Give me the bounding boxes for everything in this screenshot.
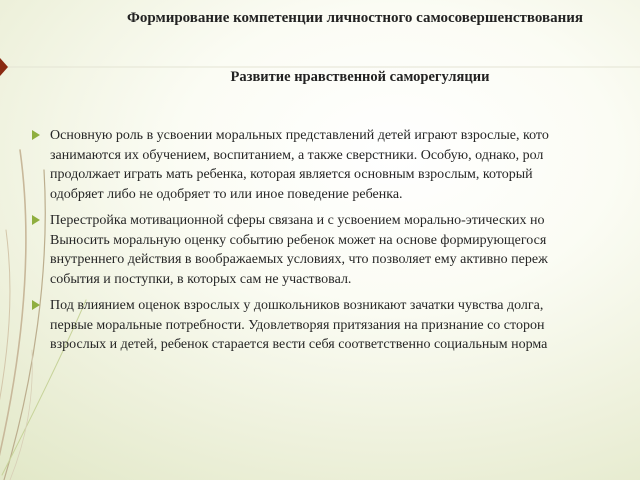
paragraph-line: Под влиянием оценок взрослых у дошкольников возникают зачатки чувства долга,	[50, 298, 544, 313]
list-item	[32, 211, 640, 289]
bullet-triangle-icon	[32, 130, 40, 140]
paragraph-line: взрослых и детей, ребенок старается вести себя соответственно социальным норма	[50, 337, 548, 352]
list-item	[32, 296, 640, 355]
bullet-triangle-icon	[32, 215, 40, 225]
slide-subtitle: Развитие нравственной саморегуляции	[230, 69, 490, 85]
paragraph-line: внутреннего действия в воображаемых условиях, что позволяет ему активно переж	[50, 252, 548, 267]
paragraph-line: Перестройка мотивационной сферы связана и с усвоением морально-этических но	[50, 213, 545, 228]
paragraph-line: Основную роль в усвоении моральных представлений детей играют взрослые, кото	[50, 128, 549, 143]
list-item	[32, 126, 640, 204]
bullet-triangle-icon	[32, 300, 40, 310]
paragraph-line: одобряет либо не одобряет то или иное поведение ребенка.	[50, 186, 403, 202]
paragraph-line: первые моральные потребности. Удовлетворяя притязания на признание со сторон	[50, 317, 545, 333]
paragraph-line: Выносить моральную оценку событию ребенок может на основе формирующегося	[50, 232, 547, 248]
slide-title: Формирование компетенции личностного самосовершенствования	[126, 10, 584, 26]
paragraph-line: продолжает играть мать ребенка, которая является основным взрослым, который	[50, 167, 533, 182]
paragraph-line: события и поступки, в которых сам не участвовал.	[50, 271, 352, 287]
paragraph-line: занимаются их обучением, воспитанием, а также сверстники. Особую, однако, рол	[50, 147, 544, 163]
bullet-list	[32, 126, 640, 386]
